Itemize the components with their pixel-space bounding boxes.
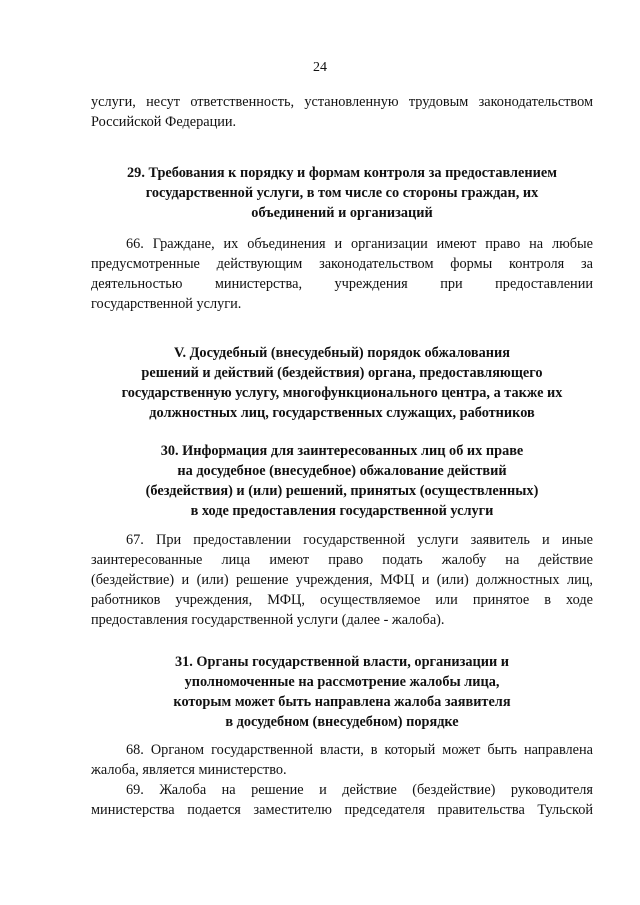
heading-line: V. Досудебный (внесудебный) порядок обжалования	[173, 345, 511, 361]
heading-line: 31. Органы государственной власти, организации и	[174, 654, 510, 670]
paragraph-line: жалоба, является министерство.	[91, 762, 287, 778]
paragraph-67	[91, 530, 593, 630]
heading-line: решений и действий (бездействия) органа, предоставляющего	[141, 365, 543, 381]
paragraph-line: предоставления государственной услуги (далее - жалоба).	[91, 612, 445, 628]
heading-line: государственную услугу, многофункционального центра, а также их	[121, 385, 563, 401]
paragraph-line: работников учреждения, МФЦ, осуществляемое или принятое в ходе	[91, 592, 593, 608]
paragraph-line: (бездействие) и (или) решение учреждения, МФЦ и (или) должностных лиц,	[91, 572, 593, 588]
paragraph-69	[91, 780, 593, 820]
paragraph-line: 66. Граждане, их объединения и организации имеют право на любые	[126, 236, 593, 252]
paragraph-line: Российской Федерации.	[91, 114, 237, 130]
heading-line: 30. Информация для заинтересованных лиц об их праве	[160, 443, 524, 459]
heading-line: в досудебном (внесудебном) порядке	[225, 714, 459, 730]
paragraph-line: 67. При предоставлении государственной услуги заявитель и иные	[126, 532, 593, 548]
section-v-heading	[91, 343, 593, 423]
paragraph-line: 68. Органом государственной власти, в который может быть направлена	[126, 742, 593, 758]
section-29-heading	[91, 163, 593, 223]
paragraph-68	[91, 740, 593, 780]
heading-line: (бездействия) и (или) решений, принятых (осуществленных)	[145, 483, 539, 499]
paragraph-line: предусмотренные действующим законодательством формы контроля за	[91, 256, 593, 272]
paragraph-continuation	[91, 92, 593, 132]
paragraph-line: заинтересованные лица имеют право подать жалобу на действие	[91, 552, 593, 568]
section-31-heading	[91, 652, 593, 732]
section-30-heading	[91, 441, 593, 521]
heading-line: объединений и организаций	[251, 205, 433, 221]
paragraph-line: министерства подается заместителю председателя правительства Тульской	[91, 802, 593, 818]
page-number: 24	[313, 60, 327, 75]
paragraph-line: 69. Жалоба на решение и действие (бездействие) руководителя	[126, 782, 593, 798]
paragraph-line: государственной услуги.	[91, 296, 242, 312]
heading-line: государственной услуги, в том числе со стороны граждан, их	[145, 185, 539, 201]
heading-line: в ходе предоставления государственной услуги	[190, 503, 494, 519]
heading-line: должностных лиц, государственных служащих, работников	[149, 405, 535, 421]
heading-line: уполномоченные на рассмотрение жалобы лица,	[184, 674, 500, 690]
paragraph-line: деятельностью министерства, учреждения при предоставлении	[91, 276, 593, 292]
paragraph-66	[91, 234, 593, 314]
heading-line: которым может быть направлена жалоба заявителя	[173, 694, 511, 710]
heading-line: 29. Требования к порядку и формам контроля за предоставлением	[127, 165, 557, 181]
heading-line: на досудебное (внесудебное) обжалование действий	[177, 463, 507, 479]
paragraph-line: услуги, несут ответственность, установленную трудовым законодательством	[91, 94, 593, 110]
